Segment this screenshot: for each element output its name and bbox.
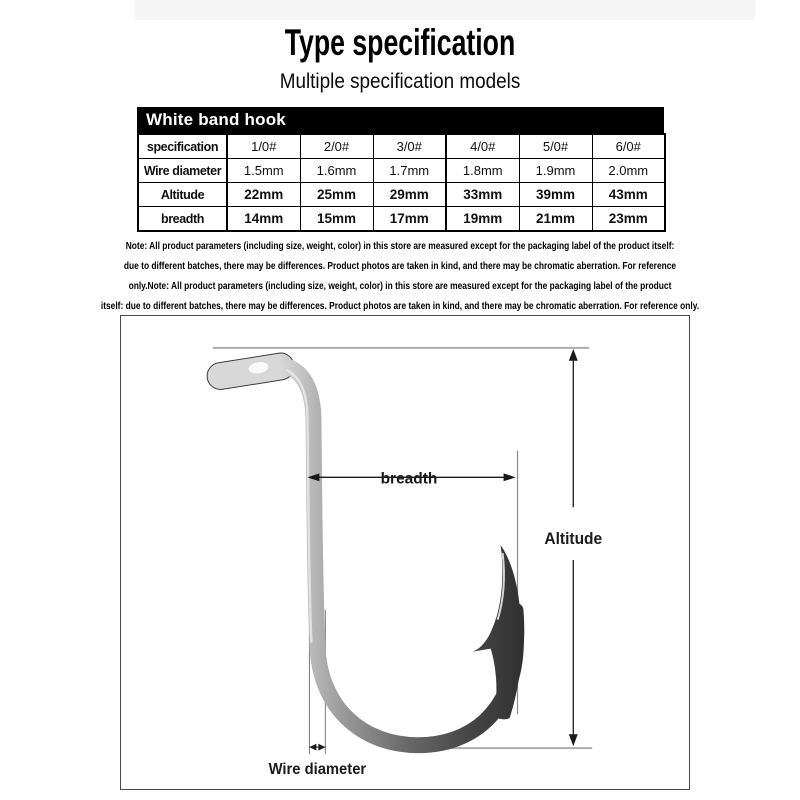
hook-point-and-barb: [473, 545, 522, 719]
table-cell: 1.7mm: [373, 159, 446, 183]
hook-shank-highlight: [287, 370, 312, 643]
table-cell: 1.6mm: [300, 159, 373, 183]
table-cell: 2/0#: [300, 134, 373, 159]
hook-dimension-figure: [120, 315, 690, 790]
spec-table: [137, 107, 664, 232]
breadth-label: breadth: [380, 470, 438, 488]
table-cell: 4/0#: [446, 134, 519, 159]
row-label: Altitude: [138, 183, 227, 207]
table-cell: 29mm: [373, 183, 446, 207]
table-cell: 43mm: [592, 183, 665, 207]
note-line: due to different batches, there may be differences. Product photos are taken in kind, and there may be chromatic aberration. For reference: [123, 260, 677, 272]
table-cell: 15mm: [300, 207, 373, 232]
table-cell: 23mm: [592, 207, 665, 232]
row-label: specification: [138, 134, 227, 159]
disclaimer-note: [0, 236, 800, 316]
wire-diameter-annotation: [309, 744, 325, 751]
table-cell: 5/0#: [519, 134, 592, 159]
table-cell: 21mm: [519, 207, 592, 232]
table-cell: 19mm: [446, 207, 519, 232]
table-cell: 6/0#: [592, 134, 665, 159]
table-cell: 17mm: [373, 207, 446, 232]
table-row-altitude: [138, 183, 665, 207]
table-row-specification: [138, 134, 665, 159]
table-row-breadth: [138, 207, 665, 232]
page-title: Type specification: [284, 22, 516, 63]
wire-diameter-label: Wire diameter: [268, 761, 367, 779]
table-row-wire-diameter: [138, 159, 665, 183]
table-cell: 33mm: [446, 183, 519, 207]
note-line: only.Note: All product parameters (including size, weight, color) in this store are measured except for the packaging label of the product: [128, 280, 672, 292]
table-cell: 1.5mm: [227, 159, 300, 183]
top-strip: [135, 0, 755, 20]
table-cell: 14mm: [227, 207, 300, 232]
table-cell: 1/0#: [227, 134, 300, 159]
table-cell: 39mm: [519, 183, 592, 207]
altitude-label: Altitude: [544, 529, 603, 549]
row-label: Wire diameter: [138, 159, 227, 183]
note-line: itself: due to different batches, there may be differences. Product photos are taken in kind, and there may be chromatic aberration. For reference only.: [100, 300, 700, 312]
table-header: White band hook: [137, 107, 664, 133]
fishing-hook-image: [205, 351, 521, 745]
table-cell: 1.8mm: [446, 159, 519, 183]
table-cell: 1.9mm: [519, 159, 592, 183]
page-subtitle: Multiple specification models: [279, 70, 521, 93]
table-cell: 22mm: [227, 183, 300, 207]
row-label: breadth: [138, 207, 227, 232]
note-line: Note: All product parameters (including size, weight, color) in this store are measured except for the packaging label of the product itself:: [125, 240, 675, 252]
hook-shank-and-bend: [290, 368, 516, 745]
table-cell: 25mm: [300, 183, 373, 207]
table-cell: 2.0mm: [592, 159, 665, 183]
table-cell: 3/0#: [373, 134, 446, 159]
